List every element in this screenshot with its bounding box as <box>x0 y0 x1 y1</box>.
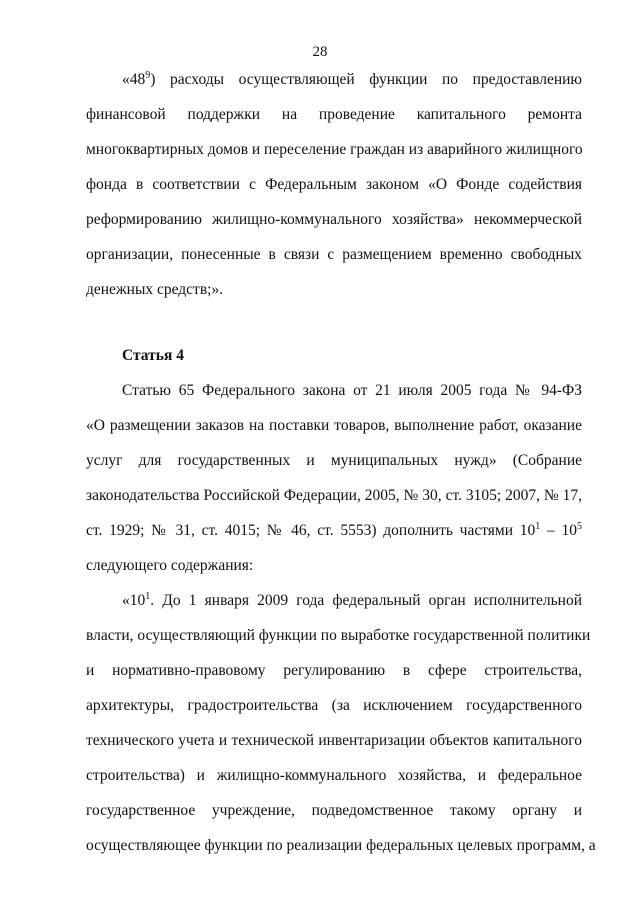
paragraph-1-prefix: «48 <box>122 71 146 88</box>
paragraph-3-line-1 <box>122 591 582 611</box>
paragraph-3-line-2: власти, осуществляющий функции по выработке государственной политики <box>86 627 591 644</box>
article-heading: Статья 4 <box>122 347 184 364</box>
superscript-1: 1 <box>535 521 541 532</box>
paragraph-1-line-5: реформированию жилищно-коммунального хозяйства» некоммерческой <box>86 211 582 228</box>
paragraph-2-line-5 <box>86 521 582 541</box>
paragraph-1-line-2: финансовой поддержки на проведение капитального ремонта <box>86 106 582 123</box>
paragraph-1-superscript: 9 <box>145 70 151 81</box>
paragraph-3-line-5: технического учета и технической инвентаризации объектов капитального <box>86 732 582 749</box>
paragraph-3-prefix: «10 <box>122 592 146 609</box>
paragraph-2-line-5-prefix: ст. 1929; № 31, ст. 4015; № 46, ст. 5553) дополнить частями 10 <box>86 522 536 539</box>
paragraph-1-line-4: фонда в соответствии с Федеральным законом «О Фонде содействия <box>86 176 582 193</box>
paragraph-2-line-6: следующего содержания: <box>86 557 254 574</box>
page-number: 28 <box>312 44 328 60</box>
paragraph-2-line-2: «О размещении заказов на поставки товаров, выполнение работ, оказание <box>86 417 582 434</box>
paragraph-3-line-7: государственное учреждение, подведомственное такому органу и <box>86 802 582 819</box>
paragraph-3-line-4: архитектуры, градостроительства (за исключением государственного <box>86 697 582 714</box>
paragraph-3-line-3: и нормативно-правовому регулированию в сфере строительства, <box>86 662 582 679</box>
superscript-5: 5 <box>577 521 582 532</box>
paragraph-3-superscript: 1 <box>145 591 151 602</box>
paragraph-3-line-8: осуществляющее функции по реализации федеральных целевых программ, а <box>86 837 596 854</box>
paragraph-2-line-4: законодательства Российской Федерации, 2005, № 30, ст. 3105; 2007, № 17, <box>86 487 582 504</box>
paragraph-2-line-3: услуг для государственных и муниципальных нужд» (Собрание <box>86 452 582 469</box>
paragraph-2-line-5-mid: – 10 <box>540 522 577 539</box>
paragraph-1-line-6: организации, понесенные в связи с размещением временно свободных <box>86 246 582 263</box>
paragraph-1-rest: ) расходы осуществляющей функции по предоставлению <box>150 71 582 88</box>
paragraph-2-line-1: Статью 65 Федерального закона от 21 июля 2005 года № 94-ФЗ <box>122 382 582 399</box>
paragraph-3-rest: . До 1 января 2009 года федеральный орган исполнительной <box>150 592 582 609</box>
paragraph-3-line-6: строительства) и жилищно-коммунального хозяйства, и федеральное <box>86 767 582 784</box>
paragraph-1-line-3: многоквартирных домов и переселение граждан из аварийного жилищного <box>86 141 583 158</box>
paragraph-1-line-1 <box>122 70 582 90</box>
paragraph-1-line-7: денежных средств;». <box>86 281 224 298</box>
